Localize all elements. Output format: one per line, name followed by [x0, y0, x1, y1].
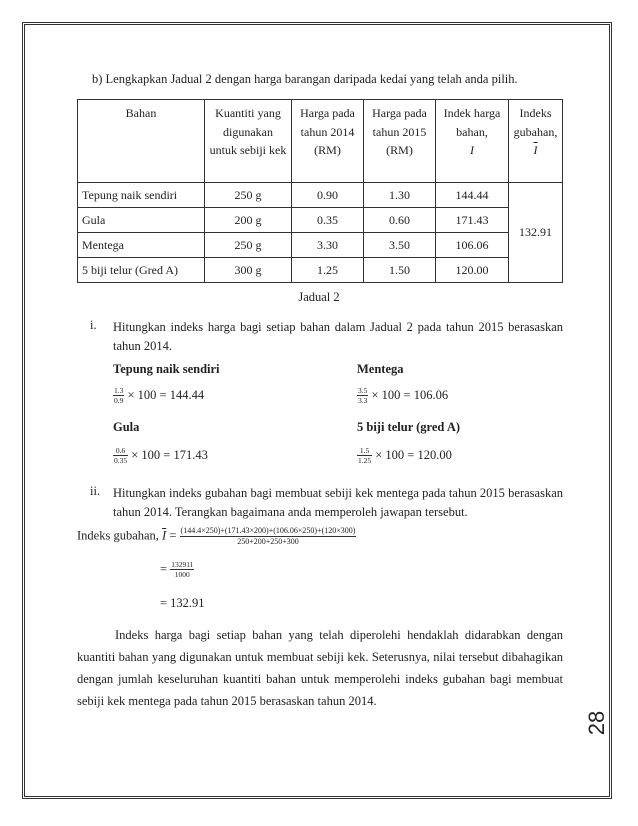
- question-1-text: Hitungkan indeks harga bagi setiap bahan dalam Jadual 2 pada tahun 2015 berasaskan tahun 2014.: [113, 320, 563, 354]
- calc-title: Tepung naik sendiri: [113, 362, 220, 376]
- question-2-number: ii.: [90, 484, 101, 498]
- calc-title: 5 biji telur (gred A): [357, 420, 461, 434]
- cell-kuantiti: 250 g: [205, 183, 292, 208]
- question-1-number: i.: [90, 318, 97, 332]
- header-harga-2014: Harga pada tahun 2014 (RM): [292, 100, 364, 183]
- intro-text: b) Lengkapkan Jadual 2 dengan harga barangan daripada kedai yang telah anda pilih.: [92, 72, 518, 86]
- cell-harga-2015: 1.30: [364, 183, 436, 208]
- composite-index-result: = 132.91: [160, 596, 205, 610]
- cell-kuantiti: 200 g: [205, 208, 292, 233]
- calc-equation: $\frac{1.3}{0.9}$ × 100 = 144.44: [114, 386, 205, 405]
- cell-harga-2015: 1.50: [364, 258, 436, 283]
- cell-harga-2014: 0.35: [292, 208, 364, 233]
- data-table: [77, 99, 563, 283]
- cell-harga-2014: 3.30: [292, 233, 364, 258]
- cell-indek: 171.43: [436, 208, 509, 233]
- question-2-text: Hitungkan indeks gubahan bagi membuat sebiji kek mentega pada tahun 2015 berasaskan tahun 2014. Terangkan bagaimana anda memperoleh jawapan tersebut.: [113, 486, 563, 520]
- table-row: [78, 183, 563, 208]
- cell-harga-2015: 0.60: [364, 208, 436, 233]
- cell-bahan: Gula: [78, 208, 205, 233]
- cell-harga-2014: 0.90: [292, 183, 364, 208]
- page-number: 28: [584, 710, 610, 736]
- cell-indek: 120.00: [436, 258, 509, 283]
- table-row: [78, 258, 563, 283]
- calc-equation: $\frac{0.6}{0.35}$ × 100 = 171.43: [114, 446, 208, 465]
- cell-bahan: Mentega: [78, 233, 205, 258]
- calc-title: Gula: [113, 420, 140, 434]
- cell-indek: 144.44: [436, 183, 509, 208]
- header-indek-harga: Indek harga bahan, I: [436, 100, 509, 183]
- header-kuantiti: Kuantiti yang digunakan untuk sebiji kek: [205, 100, 292, 183]
- header-indeks-gubahan: Indeks gubahan, $\overline{I}$: [509, 100, 563, 183]
- composite-index-step2: = $\frac{132911}{1000}$: [160, 560, 194, 579]
- table-row: [78, 208, 563, 233]
- composite-index-equation: Indeks gubahan, $\overline{I}$ = $\frac{(144.4\times 250)+(171.43\times 200)+(106.06\times 250)+(120\times 300)}{250+200+250+300}$: [77, 526, 356, 546]
- header-harga-2015: Harga pada tahun 2015 (RM): [364, 100, 436, 183]
- cell-bahan: 5 biji telur (Gred A): [78, 258, 205, 283]
- cell-kuantiti: 300 g: [205, 258, 292, 283]
- header-bahan: Bahan: [78, 100, 205, 183]
- table-header-row: [78, 100, 563, 183]
- table-row: [78, 233, 563, 258]
- cell-harga-2015: 3.50: [364, 233, 436, 258]
- calc-title: Mentega: [357, 362, 404, 376]
- cell-kuantiti: 250 g: [205, 233, 292, 258]
- cell-harga-2014: 1.25: [292, 258, 364, 283]
- calc-equation: $\frac{3.5}{3.3}$ × 100 = 106.06: [358, 386, 449, 405]
- calc-equation: $\frac{1.5}{1.25}$ × 100 = 120.00: [358, 446, 452, 465]
- cell-indek: 106.06: [436, 233, 509, 258]
- explanation-paragraph: Indeks harga bagi setiap bahan yang telah diperolehi hendaklah didarabkan dengan kuantiti bahan yang digunakan untuk membuat sebiji kek. Seterusnya, nilai tersebut dibahagikan dengan jumlah keseluruhan kuantiti bahan untuk memperolehi indeks gubahan bagi membuat sebiji kek mentega pada tahun 2015 berasaskan tahun 2014.: [77, 628, 563, 708]
- table-caption: Jadual 2: [298, 290, 340, 304]
- cell-bahan: Tepung naik sendiri: [78, 183, 205, 208]
- cell-indeks-gubahan: 132.91: [509, 183, 563, 283]
